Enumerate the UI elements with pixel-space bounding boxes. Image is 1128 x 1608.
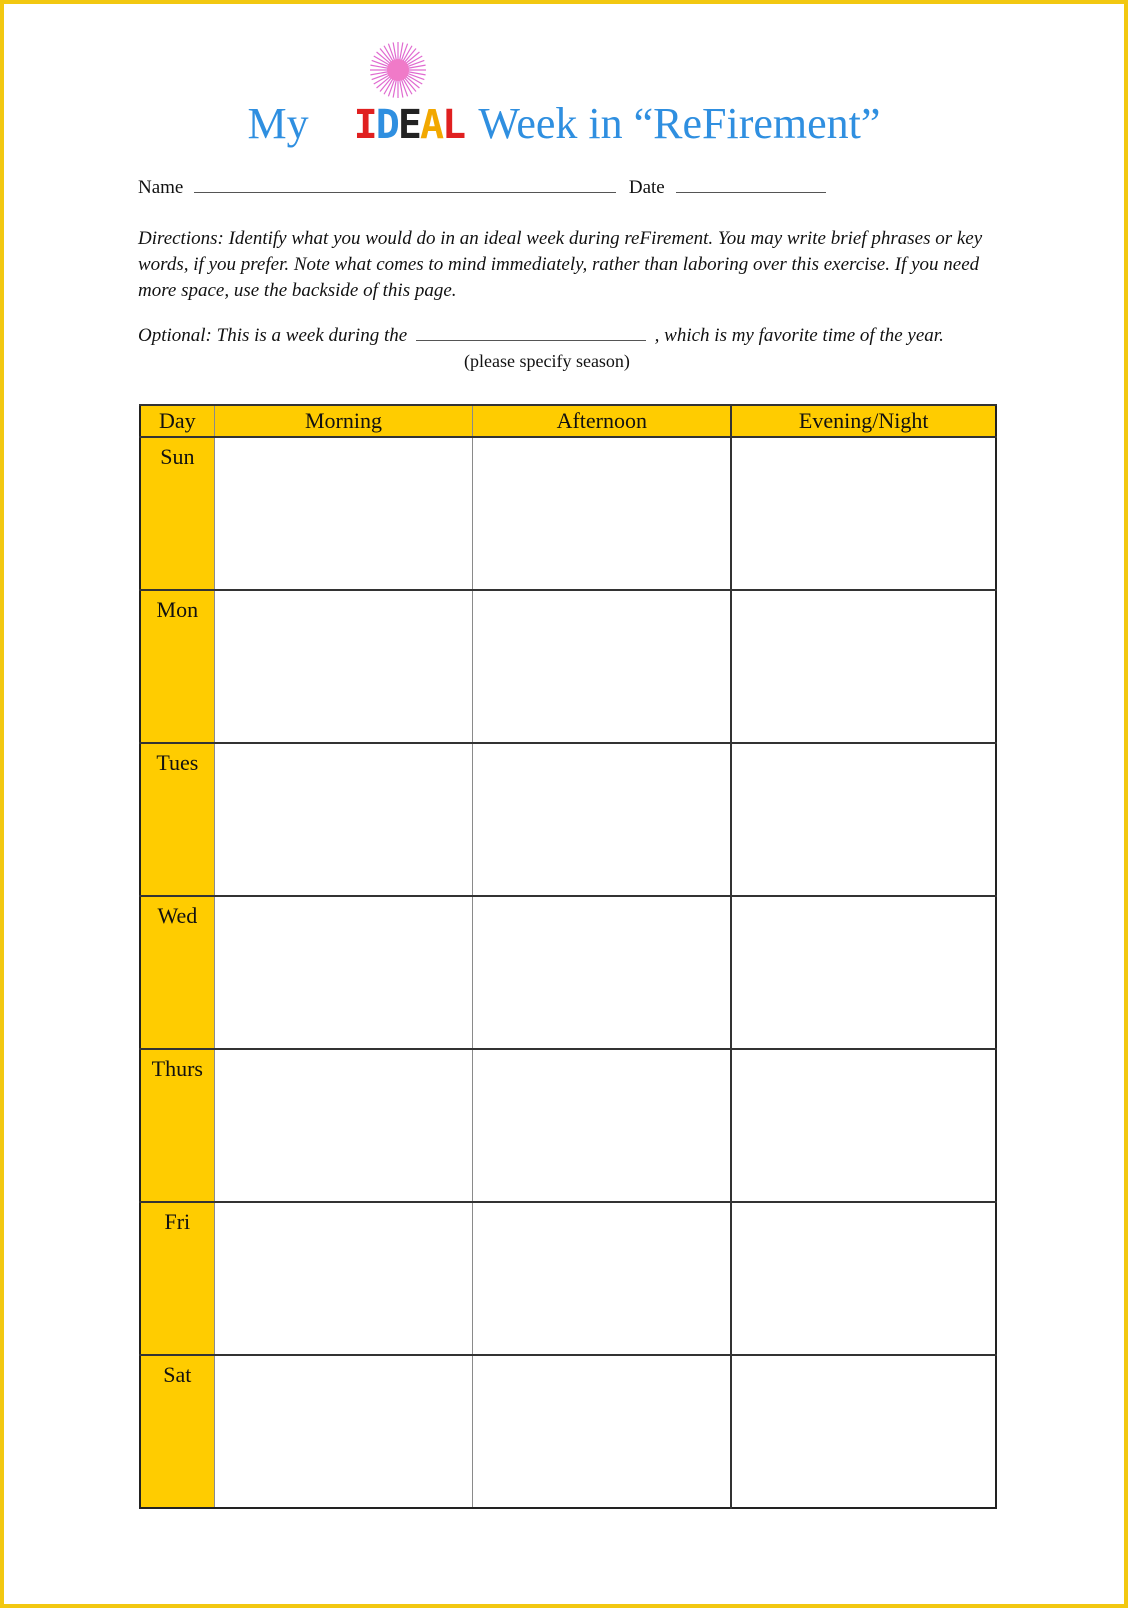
season-field[interactable] bbox=[416, 324, 646, 341]
season-note: (please specify season) bbox=[464, 351, 630, 371]
starburst-icon bbox=[368, 40, 428, 100]
header-afternoon: Afternoon bbox=[473, 405, 732, 437]
header-evening-night: Evening/Night bbox=[731, 405, 996, 437]
evening-cell[interactable] bbox=[731, 1049, 996, 1202]
week-table bbox=[139, 404, 997, 1509]
name-date-row bbox=[138, 176, 826, 199]
evening-cell[interactable] bbox=[731, 437, 996, 590]
title-ideal-word bbox=[354, 93, 464, 157]
evening-cell[interactable] bbox=[731, 743, 996, 896]
day-cell: Wed bbox=[140, 896, 214, 1049]
table-header-row bbox=[140, 405, 996, 437]
ideal-letter: L bbox=[442, 102, 465, 148]
morning-cell[interactable] bbox=[214, 896, 473, 1049]
day-cell: Tues bbox=[140, 743, 214, 896]
day-cell: Thurs bbox=[140, 1049, 214, 1202]
name-label: Name bbox=[138, 177, 184, 198]
morning-cell[interactable] bbox=[214, 1202, 473, 1355]
morning-cell[interactable] bbox=[214, 1049, 473, 1202]
table-row bbox=[140, 1202, 996, 1355]
date-label: Date bbox=[628, 177, 665, 198]
morning-cell[interactable] bbox=[214, 590, 473, 743]
day-cell: Sun bbox=[140, 437, 214, 590]
table-row bbox=[140, 896, 996, 1049]
table-row bbox=[140, 1049, 996, 1202]
morning-cell[interactable] bbox=[214, 743, 473, 896]
optional-suffix: , which is my favorite time of the year. bbox=[654, 325, 944, 346]
name-field[interactable] bbox=[194, 176, 616, 193]
evening-cell[interactable] bbox=[731, 590, 996, 743]
title-rest: Week in “ReFirement” bbox=[478, 99, 881, 148]
optional-line bbox=[138, 324, 944, 347]
afternoon-cell[interactable] bbox=[473, 1049, 732, 1202]
day-cell: Sat bbox=[140, 1355, 214, 1508]
afternoon-cell[interactable] bbox=[473, 1202, 732, 1355]
ideal-letter: E bbox=[397, 102, 420, 148]
afternoon-cell[interactable] bbox=[473, 590, 732, 743]
table-row bbox=[140, 590, 996, 743]
afternoon-cell[interactable] bbox=[473, 437, 732, 590]
evening-cell[interactable] bbox=[731, 1355, 996, 1508]
title-my: My bbox=[247, 99, 309, 148]
header-day: Day bbox=[140, 405, 214, 437]
table-row bbox=[140, 1355, 996, 1508]
afternoon-cell[interactable] bbox=[473, 896, 732, 1049]
table-row bbox=[140, 743, 996, 896]
date-field[interactable] bbox=[676, 176, 826, 193]
optional-prefix: Optional: This is a week during the bbox=[138, 325, 408, 346]
header-morning: Morning bbox=[214, 405, 473, 437]
directions-text: Directions: Identify what you would do in an ideal week during reFirement. You may write brief phrases or key words, if you prefer. Note what comes to mind immediately, rather than laboring over this exercise. If you need more space, use the backside of this page. bbox=[138, 228, 983, 301]
day-cell: Mon bbox=[140, 590, 214, 743]
morning-cell[interactable] bbox=[214, 1355, 473, 1508]
afternoon-cell[interactable] bbox=[473, 743, 732, 896]
morning-cell[interactable] bbox=[214, 437, 473, 590]
afternoon-cell[interactable] bbox=[473, 1355, 732, 1508]
table-row bbox=[140, 437, 996, 590]
ideal-letter: I bbox=[353, 102, 376, 148]
evening-cell[interactable] bbox=[731, 1202, 996, 1355]
page-title bbox=[4, 92, 1124, 157]
evening-cell[interactable] bbox=[731, 896, 996, 1049]
ideal-letter: D bbox=[375, 102, 398, 148]
ideal-letter: A bbox=[419, 102, 443, 148]
day-cell: Fri bbox=[140, 1202, 214, 1355]
